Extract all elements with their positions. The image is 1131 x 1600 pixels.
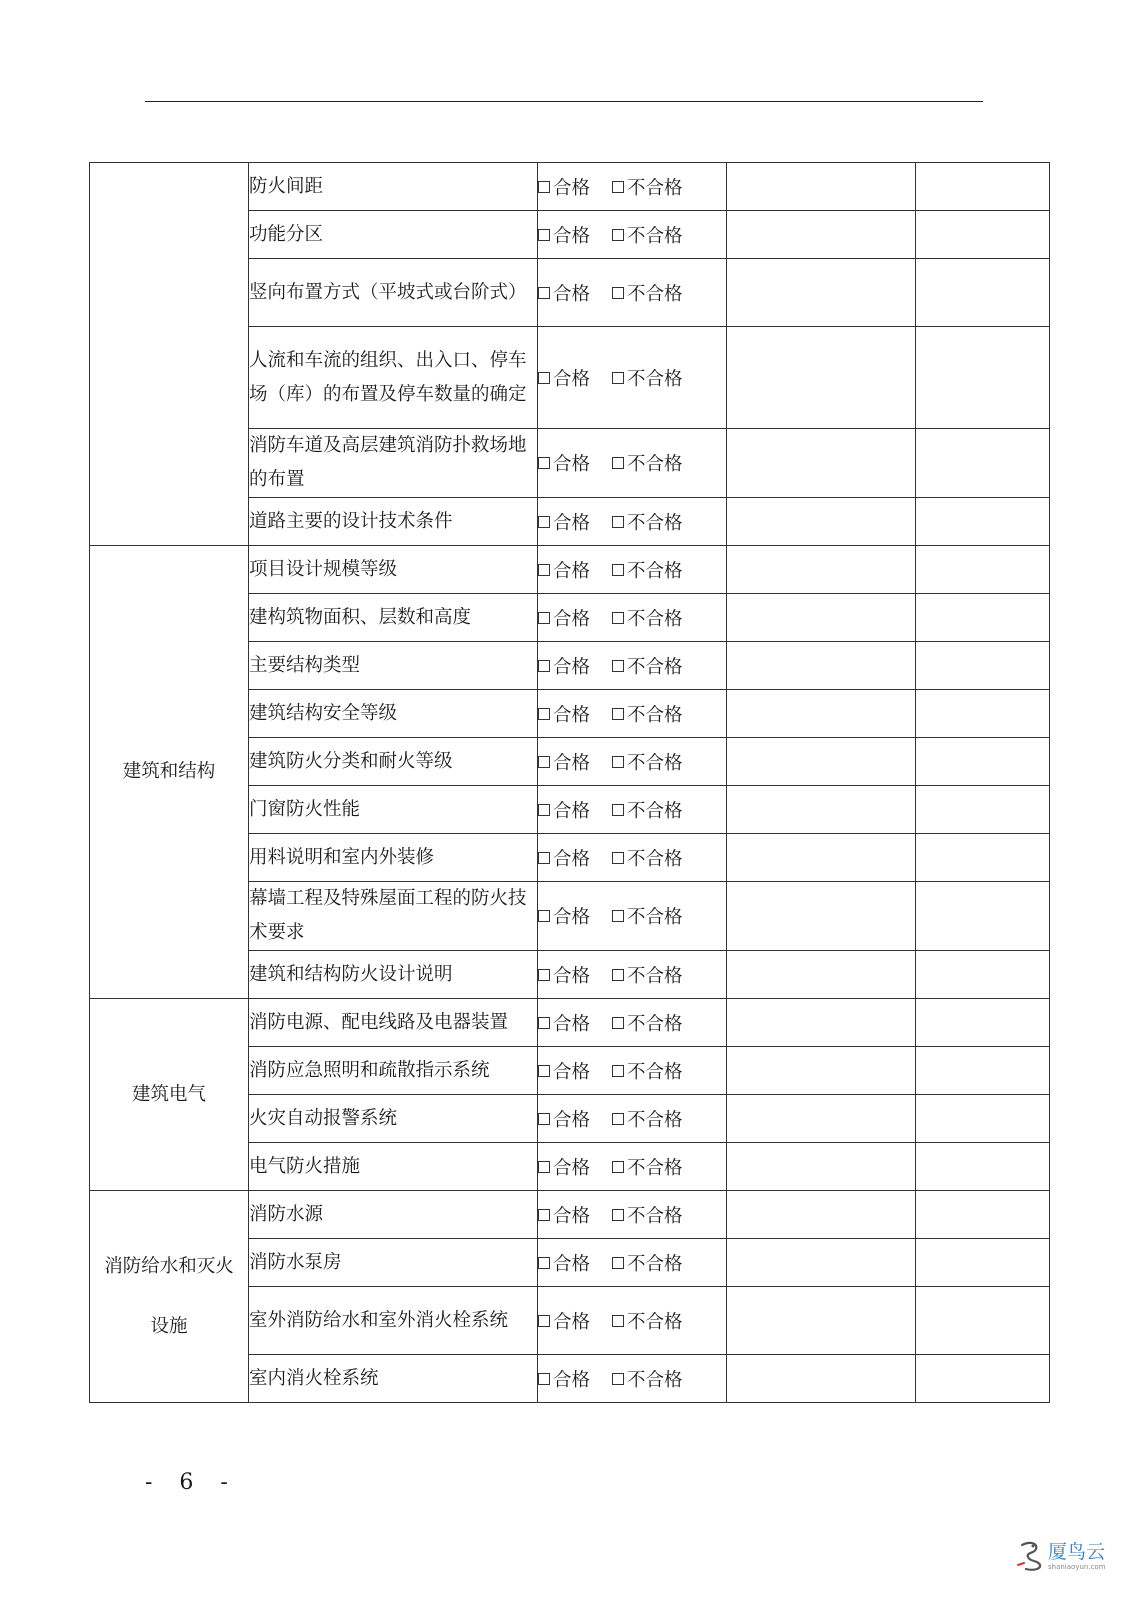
result-options bbox=[538, 1355, 727, 1403]
result-options bbox=[538, 1143, 727, 1191]
checkbox-icon[interactable] bbox=[538, 1065, 550, 1077]
checkbox-icon[interactable] bbox=[538, 287, 550, 299]
pass-label: 合格 bbox=[553, 1205, 591, 1227]
remark-cell bbox=[916, 498, 1050, 546]
result-options bbox=[538, 642, 727, 690]
review-item: 项目设计规模等级 bbox=[249, 546, 538, 594]
review-item: 消防水源 bbox=[249, 1191, 538, 1239]
review-checklist-table bbox=[89, 162, 1050, 1403]
checkbox-icon[interactable] bbox=[612, 1257, 624, 1269]
checkbox-icon[interactable] bbox=[612, 756, 624, 768]
checkbox-icon[interactable] bbox=[612, 969, 624, 981]
result-options bbox=[538, 882, 727, 951]
fail-label: 不合格 bbox=[627, 560, 683, 582]
fail-label: 不合格 bbox=[627, 1311, 683, 1333]
result-options bbox=[538, 951, 727, 999]
pass-label: 合格 bbox=[553, 560, 591, 582]
result-options bbox=[538, 999, 727, 1047]
fail-label: 不合格 bbox=[627, 1369, 683, 1391]
fail-option[interactable] bbox=[612, 903, 683, 929]
pass-label: 合格 bbox=[553, 1157, 591, 1179]
result-options bbox=[538, 429, 727, 498]
category-cell bbox=[90, 163, 249, 546]
watermark bbox=[1016, 1539, 1106, 1573]
result-options bbox=[538, 546, 727, 594]
fail-label: 不合格 bbox=[627, 512, 683, 534]
checkbox-icon[interactable] bbox=[612, 516, 624, 528]
review-item: 门窗防火性能 bbox=[249, 786, 538, 834]
pass-label: 合格 bbox=[553, 965, 591, 987]
checkbox-icon[interactable] bbox=[612, 1113, 624, 1125]
fail-option[interactable] bbox=[612, 1250, 683, 1276]
result-options bbox=[538, 163, 727, 211]
review-item: 建筑结构安全等级 bbox=[249, 690, 538, 738]
pass-option[interactable] bbox=[538, 797, 590, 823]
pass-option[interactable] bbox=[538, 280, 590, 306]
remark-cell bbox=[916, 211, 1050, 259]
fail-label: 不合格 bbox=[627, 752, 683, 774]
fail-label: 不合格 bbox=[627, 1013, 683, 1035]
result-options bbox=[538, 1287, 727, 1355]
pass-option[interactable] bbox=[538, 1154, 590, 1180]
remark-cell bbox=[916, 1239, 1050, 1287]
review-item: 建构筑物面积、层数和高度 bbox=[249, 594, 538, 642]
review-item: 消防应急照明和疏散指示系统 bbox=[249, 1047, 538, 1095]
checkbox-icon[interactable] bbox=[612, 229, 624, 241]
opinion-cell bbox=[727, 1095, 916, 1143]
checkbox-icon[interactable] bbox=[612, 457, 624, 469]
checkbox-icon[interactable] bbox=[612, 564, 624, 576]
table-row bbox=[90, 999, 1050, 1047]
opinion-cell bbox=[727, 951, 916, 999]
opinion-cell bbox=[727, 594, 916, 642]
opinion-cell bbox=[727, 211, 916, 259]
pass-label: 合格 bbox=[553, 1013, 591, 1035]
fail-option[interactable] bbox=[612, 365, 683, 391]
checkbox-icon[interactable] bbox=[612, 1373, 624, 1385]
pass-label: 合格 bbox=[553, 800, 591, 822]
opinion-cell bbox=[727, 1143, 916, 1191]
fail-option[interactable] bbox=[612, 749, 683, 775]
remark-cell bbox=[916, 642, 1050, 690]
pass-label: 合格 bbox=[553, 1109, 591, 1131]
pass-label: 合格 bbox=[553, 1311, 591, 1333]
remark-cell bbox=[916, 429, 1050, 498]
review-item: 道路主要的设计技术条件 bbox=[249, 498, 538, 546]
opinion-cell bbox=[727, 327, 916, 429]
checkbox-icon[interactable] bbox=[538, 1113, 550, 1125]
category-cell: 建筑和结构 bbox=[90, 546, 249, 999]
checkbox-icon[interactable] bbox=[612, 852, 624, 864]
fail-label: 不合格 bbox=[627, 656, 683, 678]
fail-option[interactable] bbox=[612, 1058, 683, 1084]
result-options bbox=[538, 1047, 727, 1095]
checkbox-icon[interactable] bbox=[538, 564, 550, 576]
checkbox-icon[interactable] bbox=[538, 181, 550, 193]
pass-option[interactable] bbox=[538, 450, 590, 476]
opinion-cell bbox=[727, 738, 916, 786]
opinion-cell bbox=[727, 546, 916, 594]
checkbox-icon[interactable] bbox=[538, 1315, 550, 1327]
pass-option[interactable] bbox=[538, 365, 590, 391]
checkbox-icon[interactable] bbox=[612, 287, 624, 299]
fail-option[interactable] bbox=[612, 557, 683, 583]
checkbox-icon[interactable] bbox=[538, 1161, 550, 1173]
pass-option[interactable] bbox=[538, 1106, 590, 1132]
result-options bbox=[538, 690, 727, 738]
checkbox-icon[interactable] bbox=[612, 804, 624, 816]
review-item: 人流和车流的组织、出入口、停车场（库）的布置及停车数量的确定 bbox=[249, 327, 538, 429]
opinion-cell bbox=[727, 1355, 916, 1403]
page-number: - 6 - bbox=[145, 1470, 238, 1495]
pass-option[interactable] bbox=[538, 1250, 590, 1276]
checkbox-icon[interactable] bbox=[538, 457, 550, 469]
review-item: 室外消防给水和室外消火栓系统 bbox=[249, 1287, 538, 1355]
fail-option[interactable] bbox=[612, 1154, 683, 1180]
remark-cell bbox=[916, 259, 1050, 327]
checkbox-icon[interactable] bbox=[612, 612, 624, 624]
pass-option[interactable] bbox=[538, 653, 590, 679]
review-item: 幕墙工程及特殊屋面工程的防火技术要求 bbox=[249, 882, 538, 951]
remark-cell bbox=[916, 546, 1050, 594]
checkbox-icon[interactable] bbox=[612, 1209, 624, 1221]
remark-cell bbox=[916, 1143, 1050, 1191]
pass-label: 合格 bbox=[553, 454, 591, 475]
remark-cell bbox=[916, 882, 1050, 951]
pass-label: 合格 bbox=[553, 656, 591, 678]
checkbox-icon[interactable] bbox=[612, 708, 624, 720]
opinion-cell bbox=[727, 642, 916, 690]
fail-option[interactable] bbox=[612, 1308, 683, 1334]
review-item: 电气防火措施 bbox=[249, 1143, 538, 1191]
checkbox-icon[interactable] bbox=[538, 852, 550, 864]
result-options bbox=[538, 1239, 727, 1287]
opinion-cell bbox=[727, 999, 916, 1047]
remark-cell bbox=[916, 327, 1050, 429]
pass-option[interactable] bbox=[538, 1366, 590, 1392]
table-body bbox=[90, 163, 1050, 1403]
pass-option[interactable] bbox=[538, 222, 590, 248]
fail-option[interactable] bbox=[612, 174, 683, 200]
table-row bbox=[90, 546, 1050, 594]
pass-option[interactable] bbox=[538, 509, 590, 535]
pass-option[interactable] bbox=[538, 1308, 590, 1334]
review-item: 用料说明和室内外装修 bbox=[249, 834, 538, 882]
table-row bbox=[90, 1191, 1050, 1239]
opinion-cell bbox=[727, 259, 916, 327]
opinion-cell bbox=[727, 1287, 916, 1355]
pass-label: 合格 bbox=[553, 1253, 591, 1275]
fail-label: 不合格 bbox=[627, 704, 683, 726]
remark-cell bbox=[916, 834, 1050, 882]
checkbox-icon[interactable] bbox=[538, 660, 550, 672]
review-item: 火灾自动报警系统 bbox=[249, 1095, 538, 1143]
remark-cell bbox=[916, 1355, 1050, 1403]
fail-label: 不合格 bbox=[627, 800, 683, 822]
fail-label: 不合格 bbox=[627, 1109, 683, 1131]
result-options bbox=[538, 211, 727, 259]
checkbox-icon[interactable] bbox=[538, 1257, 550, 1269]
pass-option[interactable] bbox=[538, 605, 590, 631]
result-options bbox=[538, 738, 727, 786]
pass-option[interactable] bbox=[538, 1058, 590, 1084]
remark-cell bbox=[916, 1191, 1050, 1239]
remark-cell bbox=[916, 1287, 1050, 1355]
remark-cell bbox=[916, 999, 1050, 1047]
pass-label: 合格 bbox=[553, 608, 591, 630]
remark-cell bbox=[916, 1095, 1050, 1143]
checkbox-icon[interactable] bbox=[612, 1315, 624, 1327]
fail-label: 不合格 bbox=[627, 368, 683, 390]
checkbox-icon[interactable] bbox=[538, 1373, 550, 1385]
review-item: 建筑和结构防火设计说明 bbox=[249, 951, 538, 999]
checkbox-icon[interactable] bbox=[538, 804, 550, 816]
fail-label: 不合格 bbox=[627, 1061, 683, 1083]
fail-option[interactable] bbox=[612, 845, 683, 871]
opinion-cell bbox=[727, 163, 916, 211]
review-item: 建筑防火分类和耐火等级 bbox=[249, 738, 538, 786]
result-options bbox=[538, 786, 727, 834]
checkbox-icon[interactable] bbox=[612, 181, 624, 193]
opinion-cell bbox=[727, 1047, 916, 1095]
fail-label: 不合格 bbox=[627, 965, 683, 987]
pass-label: 合格 bbox=[553, 177, 591, 199]
checkbox-icon[interactable] bbox=[538, 910, 550, 922]
fail-option[interactable] bbox=[612, 1106, 683, 1132]
opinion-cell bbox=[727, 1239, 916, 1287]
pass-option[interactable] bbox=[538, 174, 590, 200]
fail-label: 不合格 bbox=[627, 848, 683, 870]
review-item: 消防水泵房 bbox=[249, 1239, 538, 1287]
pass-option[interactable] bbox=[538, 903, 590, 929]
remark-cell bbox=[916, 690, 1050, 738]
pass-option[interactable] bbox=[538, 701, 590, 727]
pass-option[interactable] bbox=[538, 845, 590, 871]
review-item: 室内消火栓系统 bbox=[249, 1355, 538, 1403]
watermark-url: shaniaoyun.com bbox=[1048, 1563, 1106, 1571]
remark-cell bbox=[916, 1047, 1050, 1095]
fail-label: 不合格 bbox=[627, 454, 683, 475]
opinion-cell bbox=[727, 1191, 916, 1239]
review-item: 消防车道及高层建筑消防扑救场地的布置 bbox=[249, 429, 538, 498]
pass-label: 合格 bbox=[553, 1369, 591, 1391]
fail-option[interactable] bbox=[612, 1366, 683, 1392]
fail-option[interactable] bbox=[612, 797, 683, 823]
review-item: 防火间距 bbox=[249, 163, 538, 211]
remark-cell bbox=[916, 738, 1050, 786]
checkbox-icon[interactable] bbox=[538, 708, 550, 720]
checkbox-icon[interactable] bbox=[612, 1161, 624, 1173]
pass-label: 合格 bbox=[553, 752, 591, 774]
checkbox-icon[interactable] bbox=[612, 660, 624, 672]
category-cell: 建筑电气 bbox=[90, 999, 249, 1191]
result-options bbox=[538, 1095, 727, 1143]
remark-cell bbox=[916, 951, 1050, 999]
result-options bbox=[538, 1191, 727, 1239]
header-rule bbox=[145, 101, 983, 102]
fail-option[interactable] bbox=[612, 450, 683, 476]
pass-option[interactable] bbox=[538, 749, 590, 775]
opinion-cell bbox=[727, 834, 916, 882]
fail-label: 不合格 bbox=[627, 907, 683, 928]
checkbox-icon[interactable] bbox=[612, 1017, 624, 1029]
pass-label: 合格 bbox=[553, 225, 591, 247]
pass-option[interactable] bbox=[538, 557, 590, 583]
pass-option[interactable] bbox=[538, 962, 590, 988]
review-item: 功能分区 bbox=[249, 211, 538, 259]
table-row bbox=[90, 163, 1050, 211]
pass-label: 合格 bbox=[553, 704, 591, 726]
fail-option[interactable] bbox=[612, 962, 683, 988]
result-options bbox=[538, 327, 727, 429]
checkbox-icon[interactable] bbox=[538, 612, 550, 624]
pass-label: 合格 bbox=[553, 848, 591, 870]
result-options bbox=[538, 259, 727, 327]
review-item: 主要结构类型 bbox=[249, 642, 538, 690]
result-options bbox=[538, 594, 727, 642]
opinion-cell bbox=[727, 882, 916, 951]
fail-option[interactable] bbox=[612, 605, 683, 631]
fail-label: 不合格 bbox=[627, 283, 683, 305]
checkbox-icon[interactable] bbox=[538, 756, 550, 768]
checkbox-icon[interactable] bbox=[538, 1209, 550, 1221]
review-item: 竖向布置方式（平坡式或台阶式） bbox=[249, 259, 538, 327]
pass-label: 合格 bbox=[553, 512, 591, 534]
remark-cell bbox=[916, 163, 1050, 211]
remark-cell bbox=[916, 594, 1050, 642]
bird-logo-icon bbox=[1016, 1539, 1046, 1573]
fail-option[interactable] bbox=[612, 701, 683, 727]
checkbox-icon[interactable] bbox=[538, 1017, 550, 1029]
fail-label: 不合格 bbox=[627, 1157, 683, 1179]
opinion-cell bbox=[727, 429, 916, 498]
checkbox-icon[interactable] bbox=[612, 910, 624, 922]
checkbox-icon[interactable] bbox=[538, 372, 550, 384]
pass-label: 合格 bbox=[553, 283, 591, 305]
pass-label: 合格 bbox=[553, 368, 591, 390]
fail-label: 不合格 bbox=[627, 177, 683, 199]
fail-label: 不合格 bbox=[627, 608, 683, 630]
fail-label: 不合格 bbox=[627, 1205, 683, 1227]
fail-option[interactable] bbox=[612, 653, 683, 679]
fail-option[interactable] bbox=[612, 280, 683, 306]
checkbox-icon[interactable] bbox=[538, 969, 550, 981]
pass-option[interactable] bbox=[538, 1010, 590, 1036]
fail-option[interactable] bbox=[612, 509, 683, 535]
category-cell: 消防给水和灭火设施 bbox=[90, 1191, 249, 1403]
result-options bbox=[538, 834, 727, 882]
pass-label: 合格 bbox=[553, 1061, 591, 1083]
pass-label: 合格 bbox=[553, 907, 591, 928]
fail-option[interactable] bbox=[612, 1202, 683, 1228]
checkbox-icon[interactable] bbox=[612, 372, 624, 384]
watermark-name: 厦鸟云 bbox=[1048, 1541, 1106, 1563]
pass-option[interactable] bbox=[538, 1202, 590, 1228]
opinion-cell bbox=[727, 498, 916, 546]
fail-option[interactable] bbox=[612, 222, 683, 248]
fail-label: 不合格 bbox=[627, 1253, 683, 1275]
review-item: 消防电源、配电线路及电器装置 bbox=[249, 999, 538, 1047]
checkbox-icon[interactable] bbox=[538, 516, 550, 528]
fail-option[interactable] bbox=[612, 1010, 683, 1036]
checkbox-icon[interactable] bbox=[538, 229, 550, 241]
checkbox-icon[interactable] bbox=[612, 1065, 624, 1077]
opinion-cell bbox=[727, 690, 916, 738]
result-options bbox=[538, 498, 727, 546]
fail-label: 不合格 bbox=[627, 225, 683, 247]
remark-cell bbox=[916, 786, 1050, 834]
opinion-cell bbox=[727, 786, 916, 834]
